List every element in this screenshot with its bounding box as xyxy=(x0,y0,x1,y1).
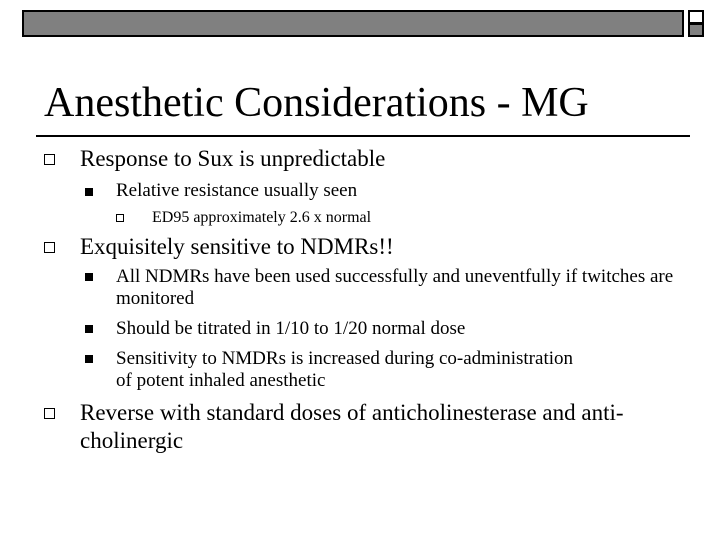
bullet-reversal: Reverse with standard doses of anticholinesterase and anti-cholinergic xyxy=(80,400,624,453)
bullet-sux-response: Response to Sux is unpredictable xyxy=(80,146,386,171)
square-filled-bullet-icon xyxy=(85,188,93,196)
square-filled-bullet-icon xyxy=(85,273,93,281)
bullet-ndmr-sensitivity: Exquisitely sensitive to NDMRs!! xyxy=(80,234,394,259)
bullet-ndmr-monitoring: All NDMRs have been used successfully and uneventfully if twitches are monitored xyxy=(116,266,674,309)
square-filled-bullet-icon xyxy=(85,325,93,333)
square-outline-bullet-icon xyxy=(44,242,55,253)
square-outline-bullet-icon xyxy=(44,408,55,419)
corner-square-outline xyxy=(688,10,704,24)
small-square-outline-bullet-icon xyxy=(116,214,124,222)
square-outline-bullet-icon xyxy=(44,154,55,165)
bullet-nmdr-inhaled: Sensitivity to NMDRs is increased during co-administration of potent inhaled anesthetic xyxy=(116,348,574,391)
bullet-titration-dose: Should be titrated in 1/10 to 1/20 normal dose xyxy=(116,318,466,339)
slide-title: Anesthetic Considerations - MG xyxy=(44,80,589,126)
bullet-ed95: ED95 approximately 2.6 x normal xyxy=(152,209,372,226)
corner-square-filled xyxy=(688,23,704,37)
title-divider xyxy=(36,135,690,137)
header-bar xyxy=(22,10,684,37)
bullet-relative-resistance: Relative resistance usually seen xyxy=(116,180,358,201)
square-filled-bullet-icon xyxy=(85,355,93,363)
